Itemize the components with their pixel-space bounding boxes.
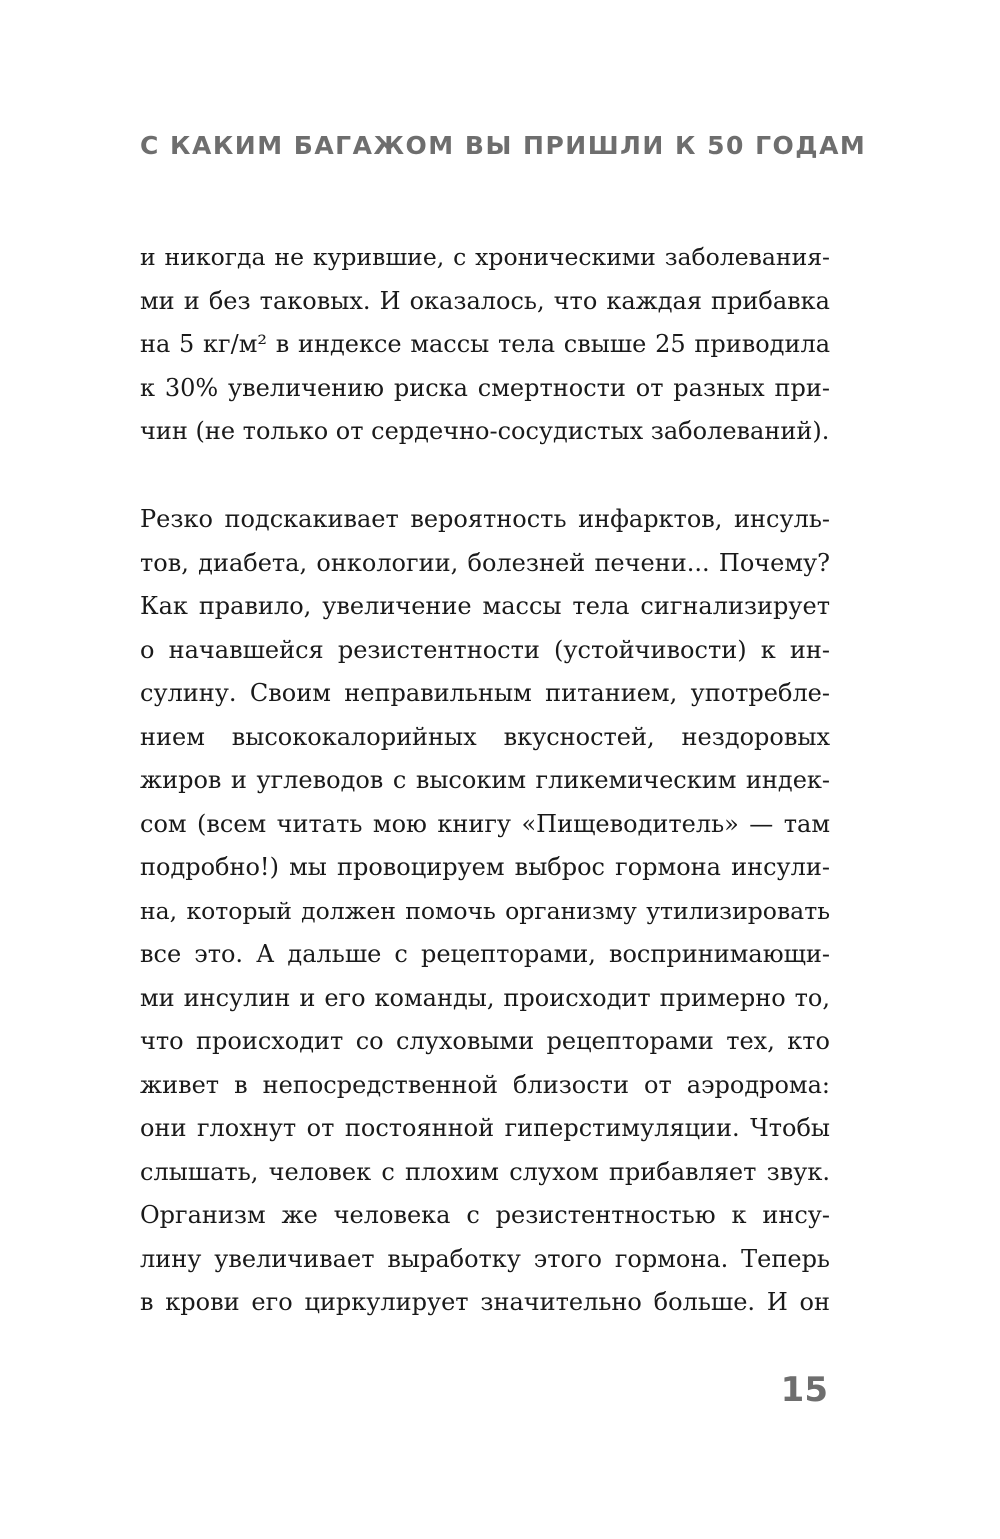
- text-line: нием высококалорийных вкусностей, нездоровых: [140, 722, 830, 751]
- text-line: чин (не только от сердечно-сосудистых заболеваний).: [140, 417, 830, 445]
- text-line: и никогда не курившие, с хроническими заболевания-: [140, 243, 830, 271]
- text-line: Как правило, увеличение массы тела сигнализирует: [140, 592, 830, 620]
- paragraph-1: [140, 236, 830, 454]
- text-line: сом (всем читать мою книгу «Пищеводитель» — там: [140, 809, 830, 838]
- text-line: тов, диабета, онкологии, болезней печени... Почему?: [140, 548, 830, 577]
- text-line: к 30% увеличению риска смертности от разных при-: [140, 373, 830, 402]
- text-line: Резко подскакивает вероятность инфарктов, инсуль-: [140, 505, 830, 533]
- text-line: все это. А дальше с рецепторами, воспринимающи-: [140, 940, 830, 968]
- text-line: лину увеличивает выработку этого гормона. Теперь: [140, 1244, 830, 1273]
- page-number: 15: [780, 1370, 828, 1410]
- text-line: слышать, человек с плохим слухом прибавляет звук.: [140, 1157, 830, 1186]
- text-line: ми инсулин и его команды, происходит примерно то,: [140, 983, 830, 1012]
- text-line: на, который должен помочь организму утилизировать: [140, 896, 830, 925]
- text-line: подробно!) мы провоцируем выброс гормона инсули-: [140, 853, 830, 881]
- text-line: что происходит со слуховыми рецепторами тех, кто: [140, 1027, 830, 1055]
- text-line: Организм же человека с резистентностью к инсу-: [140, 1201, 830, 1229]
- text-line: о начавшейся резистентности (устойчивости) к ин-: [140, 635, 830, 664]
- text-line: они глохнут от постоянной гиперстимуляции. Чтобы: [140, 1114, 830, 1142]
- text-line: жиров и углеводов с высоким гликемическим индек-: [140, 766, 830, 794]
- text-line: в крови его циркулирует значительно больше. И он: [140, 1288, 830, 1316]
- text-line: сулину. Своим неправильным питанием, употребле-: [140, 679, 830, 707]
- text-line: ми и без таковых. И оказалось, что каждая прибавка: [140, 286, 830, 315]
- text-line: живет в непосредственной близости от аэродрома:: [140, 1070, 830, 1099]
- paragraph-2: [140, 498, 830, 1325]
- running-header: С КАКИМ БАГАЖОМ ВЫ ПРИШЛИ К 50 ГОДАМ: [140, 131, 867, 160]
- text-line: на 5 кг/м² в индексе массы тела свыше 25 приводила: [140, 330, 830, 358]
